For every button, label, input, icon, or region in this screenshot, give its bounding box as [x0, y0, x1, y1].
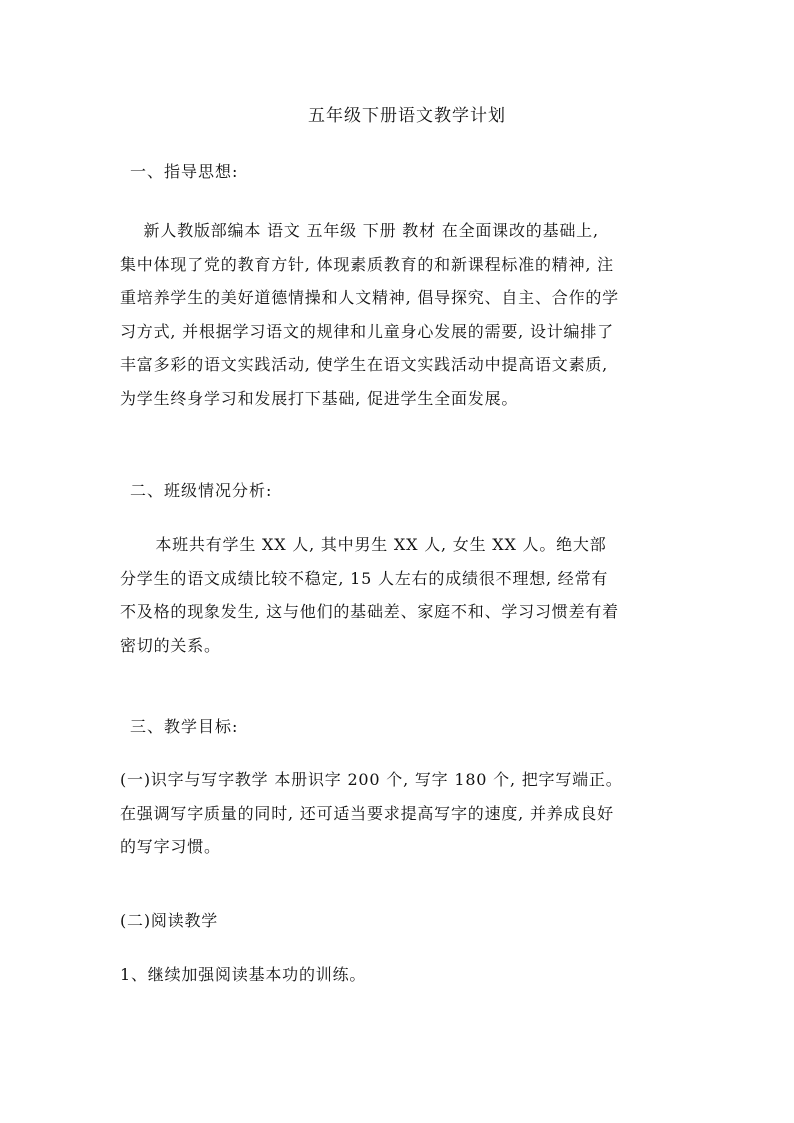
paragraph-line: (一)识字与写字教学 本册识字 200 个, 写字 180 个, 把字写端正。	[120, 770, 623, 789]
paragraph-line: 不及格的现象发生, 这与他们的基础差、家庭不和、学习习惯差有着	[120, 602, 619, 621]
paragraph-line: 在强调写字质量的同时, 还可适当要求提高写字的速度, 并养成良好	[120, 803, 614, 823]
section-heading-class-analysis: 二、班级情况分析:	[130, 481, 273, 500]
section-heading-teaching-goals: 三、教学目标:	[130, 717, 239, 736]
paragraph-line: 为学生终身学习和发展打下基础, 促进学生全面发展。	[120, 388, 519, 408]
list-item-reading-basics: 1、继续加强阅读基本功的训练。	[120, 965, 367, 984]
document-title: 五年级下册语文教学计划	[308, 106, 506, 126]
paragraph-guiding-ideology	[120, 214, 680, 415]
paragraph-line: 分学生的语文成绩比较不稳定, 15 人左右的成绩很不理想, 经常有	[120, 568, 609, 588]
subheading-reading-teaching: (二)阅读教学	[120, 911, 219, 930]
paragraph-line: 密切的关系。	[120, 635, 221, 655]
paragraph-line: 新人教版部编本 语文 五年级 下册 教材 在全面课改的基础上,	[120, 221, 599, 240]
paragraph-line: 丰富多彩的语文实践活动, 使学生在语文实践活动中提高语文素质,	[120, 355, 609, 374]
paragraph-line: 集中体现了党的教育方针, 体现素质教育的和新课程标准的精神, 注	[120, 254, 614, 274]
paragraph-line: 本班共有学生 XX 人, 其中男生 XX 人, 女生 XX 人。绝大部	[120, 535, 607, 554]
paragraph-line: 的写字习惯。	[120, 837, 221, 856]
paragraph-line: 重培养学生的美好道德情操和人文精神, 倡导探究、自主、合作的学	[120, 288, 619, 307]
paragraph-literacy-writing	[120, 763, 680, 864]
paragraph-line: 习方式, 并根据学习语文的规律和儿童身心发展的需要, 设计编排了	[120, 321, 614, 341]
paragraph-class-analysis	[120, 528, 680, 662]
section-heading-guiding-ideology: 一、指导思想:	[130, 162, 239, 181]
